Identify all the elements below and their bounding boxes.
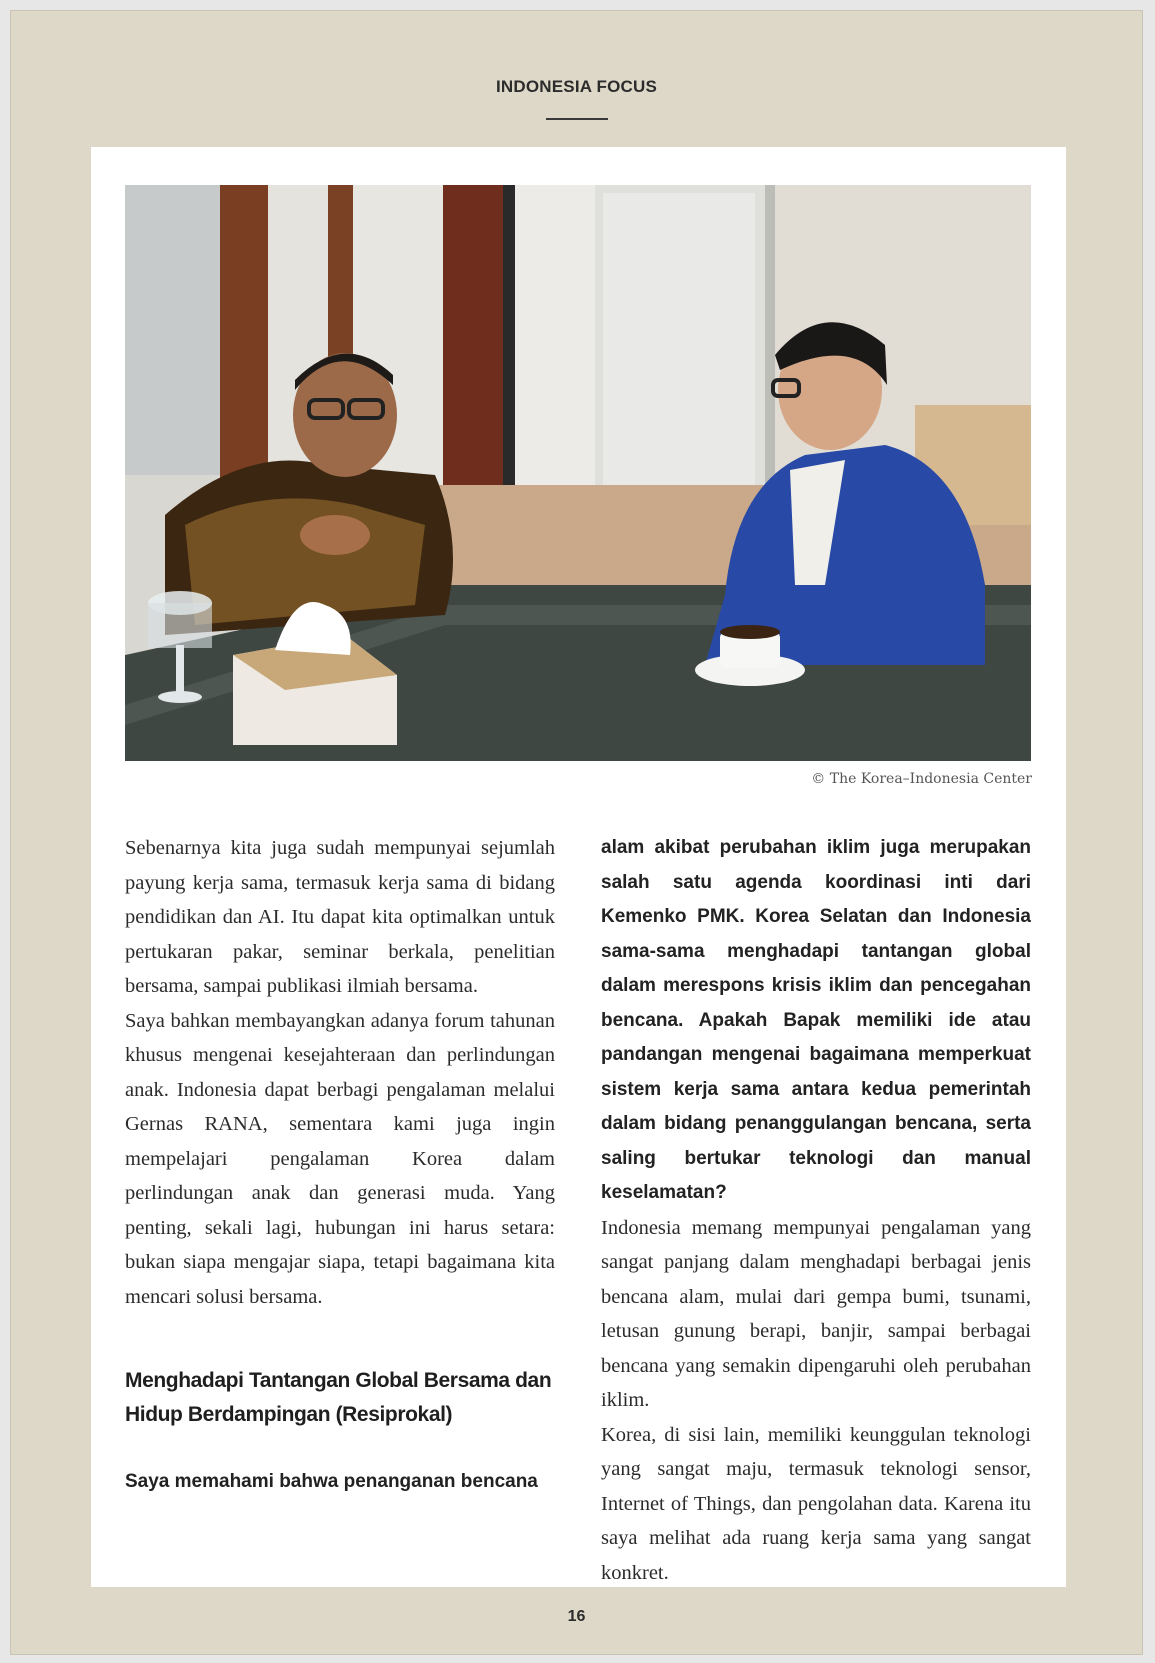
body-paragraph: Sebenarnya kita juga sudah mempunyai sejumlah payung kerja sama, termasuk kerja sama di bidang pendidikan dan AI. Itu dapat kita optimalkan untuk pertukaran pakar, seminar berkala, penelitian bersama, sampai publikasi ilmiah bersama. xyxy=(125,837,555,997)
header-divider xyxy=(546,118,608,120)
body-paragraph: Indonesia memang mempunyai pengalaman yang sangat panjang dalam menghadapi berbagai jenis bencana alam, mulai dari gempa bumi, tsunami, letusan gunung berapi, banjir, sampai berbagai bencana yang semakin dipengaruhi oleh perubahan iklim. xyxy=(601,1216,1031,1411)
interview-question: Saya memahami bahwa penanganan bencana xyxy=(125,1471,538,1492)
running-header: INDONESIA FOCUS xyxy=(495,77,658,96)
right-column xyxy=(601,831,1031,1590)
left-column xyxy=(125,831,555,1500)
page-number: 16 xyxy=(567,1608,586,1625)
interview-photo xyxy=(125,185,1031,761)
body-paragraph: Korea, di sisi lain, memiliki keunggulan teknologi yang sangat maju, termasuk teknologi sensor, Internet of Things, dan pengolahan data. Karena itu saya melihat ada ruang kerja sama yang sangat konkret. xyxy=(601,1423,1031,1584)
content-panel xyxy=(91,147,1066,1587)
magazine-page xyxy=(10,10,1143,1655)
section-subheading: Menghadapi Tantangan Global Bersama dan Hidup Berdampingan (Resiprokal) xyxy=(125,1369,552,1426)
photo-credit: © The Korea–Indonesia Center xyxy=(811,771,1032,787)
body-paragraph: Saya bahkan membayangkan adanya forum tahunan khusus mengenai kesejahteraan dan perlindungan anak. Indonesia dapat berbagi pengalaman melalui Gernas RANA, sementara kami juga ingin mempelajari pengalaman Korea dalam perlindungan anak dan generasi muda. Yang penting, sekali lagi, hubungan ini harus setara: bukan siapa mengajar siapa, tetapi bagaimana kita mencari solusi bersama. xyxy=(125,1009,555,1308)
interview-question: alam akibat perubahan iklim juga merupakan salah satu agenda koordinasi inti dari Kemenko PMK. Korea Selatan dan Indonesia sama-sama menghadapi tantangan global dalam merespons krisis iklim dan pencegahan bencana. Apakah Bapak memiliki ide atau pandangan mengenai bagaimana memperkuat sistem kerja sama antara kedua pemerintah dalam bidang penanggulangan bencana, serta saling bertukar teknologi dan manual keselamatan? xyxy=(601,837,1031,1203)
interview-photo-illustration xyxy=(125,185,1031,761)
